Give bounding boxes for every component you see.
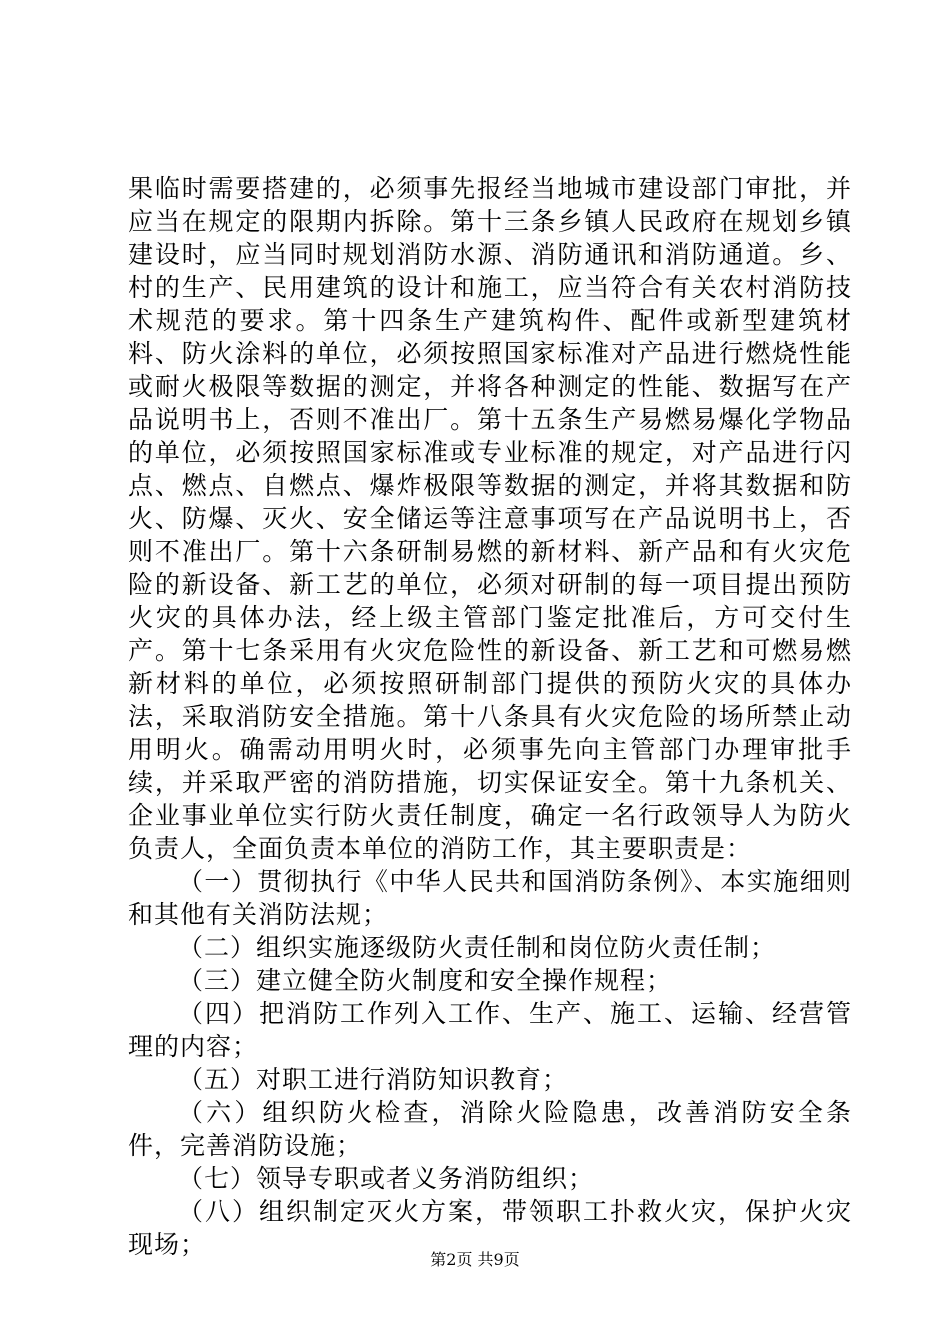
document-body (128, 172, 852, 1261)
list-item: （一）贯彻执行《中华人民共和国消防条例》、本实施细则和其他有关消防法规； (128, 867, 852, 929)
list-item: （三）建立健全防火制度和安全操作规程； (178, 966, 673, 995)
list-item: （七）领导专职或者义务消防组织； (178, 1164, 595, 1193)
list-item: （八）组织制定灭火方案，带领职工扑救火灾，保护火灾现场； (128, 1197, 852, 1259)
list-item: （五）对职工进行消防知识教育； (178, 1065, 569, 1094)
list-item: （四）把消防工作列入工作、生产、施工、运输、经营管理的内容； (128, 999, 852, 1061)
page-footer (0, 1250, 950, 1270)
list-item: （六）组织防火检查，消除火险隐患，改善消防安全条件，完善消防设施； (128, 1098, 852, 1160)
page-number-label: 第2页 共9页 (430, 1250, 520, 1269)
list-item: （二）组织实施逐级防火责任制和岗位防火责任制； (178, 933, 777, 962)
main-paragraph: 果临时需要搭建的，必须事先报经当地城市建设部门审批，并应当在规定的限期内拆除。第十三条乡镇人民政府在规划乡镇建设时，应当同时规划消防水源、消防通讯和消防通道。乡、村的生产、民用建筑的设计和施工，应当符合有关农村消防技术规范的要求。第十四条生产建筑构件、配件或新型建筑材料、防火涂料的单位，必须按照国家标准对产品进行燃烧性能或耐火极限等数据的测定，并将各种测定的性能、数据写在产品说明书上，否则不准出厂。第十五条生产易燃易爆化学物品的单位，必须按照国家标准或专业标准的规定，对产品进行闪点、燃点、自燃点、爆炸极限等数据的测定，并将其数据和防火、防爆、灭火、安全储运等注意事项写在产品说明书上，否则不准出厂。第十六条研制易燃的新材料、新产品和有火灾危险的新设备、新工艺的单位，必须对研制的每一项目提出预防火灾的具体办法，经上级主管部门鉴定批准后，方可交付生产。第十七条采用有火灾危险性的新设备、新工艺和可燃易燃新材料的单位，必须按照研制部门提供的预防火灾的具体办法，采取消防安全措施。第十八条具有火灾危险的场所禁止动用明火。确需动用明火时，必须事先向主管部门办理审批手续，并采取严密的消防措施，切实保证安全。第十九条机关、企业事业单位实行防火责任制度，确定一名行政领导人为防火负责人，全面负责本单位的消防工作，其主要职责是： (128, 174, 852, 863)
